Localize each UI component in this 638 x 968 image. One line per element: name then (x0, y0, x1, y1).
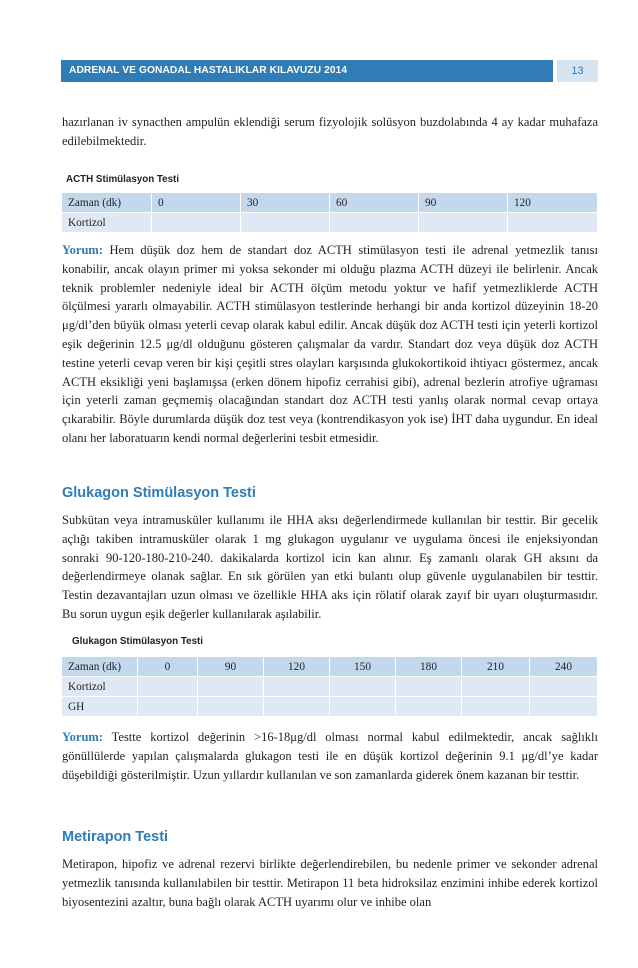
comment-text: Hem düşük doz hem de standart doz ACTH stimülasyon testi ile adrenal yetmezlik tanısı konabilir, ancak olayın primer mi yoksa sekonder mi olduğu plazma ACTH düzeyi ile belirlenir. Ancak teknik problemler nedeniyle ideal bir ACTH ölçüm metodu yoktur ve hafif yetmezliklerde ACTH ölçülmesi yararlı olmayabilir. ACTH stimülasyon testlerinde herhangi bir anda kortizol düzeyinin 18-20 μg/dl’den büyük olması yeterli cevap olarak kabul edilir. Ancak düşük doz ACTH testi için yeterli kortizol eşik değerinin 12.5 μg/dl olduğunu gösteren çalışmalar da vardır. Standart doz veya düşük doz ACTH testine yeterli cevap veren bir kişi çeşitli stres olayları karşısında glukokortikoid ihtiyacı göstermez, ancak ACTH eksikliği yeni başlamışsa (erken dönem hipofiz cerrahisi gibi), adrenal bezlerin atrofiye uğraması için yeterli zaman geçmemiş olacağından standart doz ACTH testi yanlış olarak normal cevap ortaya çıkarabilir. Böyle durumlarda düşük doz test veya (kontrendikasyon yok ise) İHT daha uygundur. En ideal olanı her laboratuarın kendi normal değerlerini tesbit etmesidir. (62, 243, 598, 445)
table-cell: 0 (152, 193, 241, 213)
glukagon-heading: Glukagon Stimülasyon Testi (62, 485, 256, 501)
table-cell: 90 (198, 657, 264, 677)
acth-table (61, 192, 598, 233)
table-cell (396, 697, 462, 717)
table-header-row (62, 193, 598, 213)
table-cell (264, 697, 330, 717)
table-cell (198, 677, 264, 697)
table-cell (396, 677, 462, 697)
table-cell (330, 697, 396, 717)
table-cell: 60 (330, 193, 419, 213)
acth-comment (62, 241, 598, 448)
table-cell: GH (62, 697, 138, 717)
glukagon-comment (62, 728, 598, 784)
header-title: ADRENAL VE GONADAL HASTALIKLAR KILAVUZU 2014 (61, 60, 553, 82)
table-cell (241, 213, 330, 233)
table-cell (138, 677, 198, 697)
table-cell (530, 697, 598, 717)
table-cell: 120 (264, 657, 330, 677)
table-cell: 240 (530, 657, 598, 677)
table-cell: 120 (508, 193, 598, 213)
acth-table-title: ACTH Stimülasyon Testi (66, 174, 180, 185)
table-row (62, 213, 598, 233)
table-cell (264, 677, 330, 697)
comment-text: Testte kortizol değerinin >16-18μg/dl olması normal kabul edilmektedir, ancak sağlıklı gönüllülerde yapılan çalışmalarda glukagon testi ile en düşük kortizol değerinin 9.1 μg/dl’ye kadar düşebildiği gösterilmiştir. Uzun yıllardır kullanılan ve son zamanlarda giderek önem kazanan bir testtir. (62, 730, 598, 782)
table-cell: 0 (138, 657, 198, 677)
running-header (61, 60, 598, 82)
comment-lead: Yorum: (62, 243, 103, 257)
glukagon-paragraph: Subkütan veya intramusküler kullanımı ile HHA aksı değerlendirmede kullanılan bir testtir. Bir gecelik açlığı takiben intramusküler olarak 1 mg glukagon uygulanır ve uygulama öncesi ile enjeksiyondan sonraki 90-120-180-210-240. dakikalarda kortizol icin kan alınır. Eş zamanlı olarak GH aksını da değerlendirmeye olanak sağlar. En sık görülen yan etki bulantı olup güvenle uygulanabilen bir testtir. Testin dezavantajları uzun olması ve özellikle HHA aks için rölatif olarak zayıf bir uyarı oluşturmasıdır. Bu sorun uygun eşik değerler kullanılarak aşılabilir. (62, 513, 598, 621)
table-cell: 30 (241, 193, 330, 213)
table-cell: Kortizol (62, 677, 138, 697)
table-cell (508, 213, 598, 233)
glukagon-table (61, 656, 598, 717)
table-cell: 150 (330, 657, 396, 677)
comment-lead: Yorum: (62, 730, 103, 744)
table-row (62, 677, 598, 697)
table-cell (198, 697, 264, 717)
table-cell: 180 (396, 657, 462, 677)
metirapon-paragraph: Metirapon, hipofiz ve adrenal rezervi birlikte değerlendirebilen, bu nedenle primer ve sekonder adrenal yetmezlik tanısında kullanılabilen bir testtir. Metirapon 11 beta hidroksilaz enzimini inhibe ederek kortizol biyosentezini azaltır, buna bağlı olarak ACTH uyarımı olur ve inhibe olan (62, 857, 598, 909)
intro-paragraph: hazırlanan iv synacthen ampulün eklendiği serum fizyolojik solüsyon buzdolabında 4 ay kadar muhafaza edilebilmektedir. (62, 115, 598, 148)
table-cell (330, 213, 419, 233)
table-row (62, 697, 598, 717)
table-cell (462, 697, 530, 717)
table-cell: 90 (419, 193, 508, 213)
table-cell: Zaman (dk) (62, 657, 138, 677)
metirapon-heading: Metirapon Testi (62, 829, 169, 845)
table-cell (530, 677, 598, 697)
glukagon-table-title: Glukagon Stimülasyon Testi (72, 636, 204, 647)
table-cell (138, 697, 198, 717)
table-cell (419, 213, 508, 233)
table-cell (152, 213, 241, 233)
table-cell: 210 (462, 657, 530, 677)
table-cell: Kortizol (62, 213, 152, 233)
table-cell: Zaman (dk) (62, 193, 152, 213)
table-cell (462, 677, 530, 697)
page-number: 13 (557, 60, 598, 82)
table-header-row (62, 657, 598, 677)
table-cell (330, 677, 396, 697)
